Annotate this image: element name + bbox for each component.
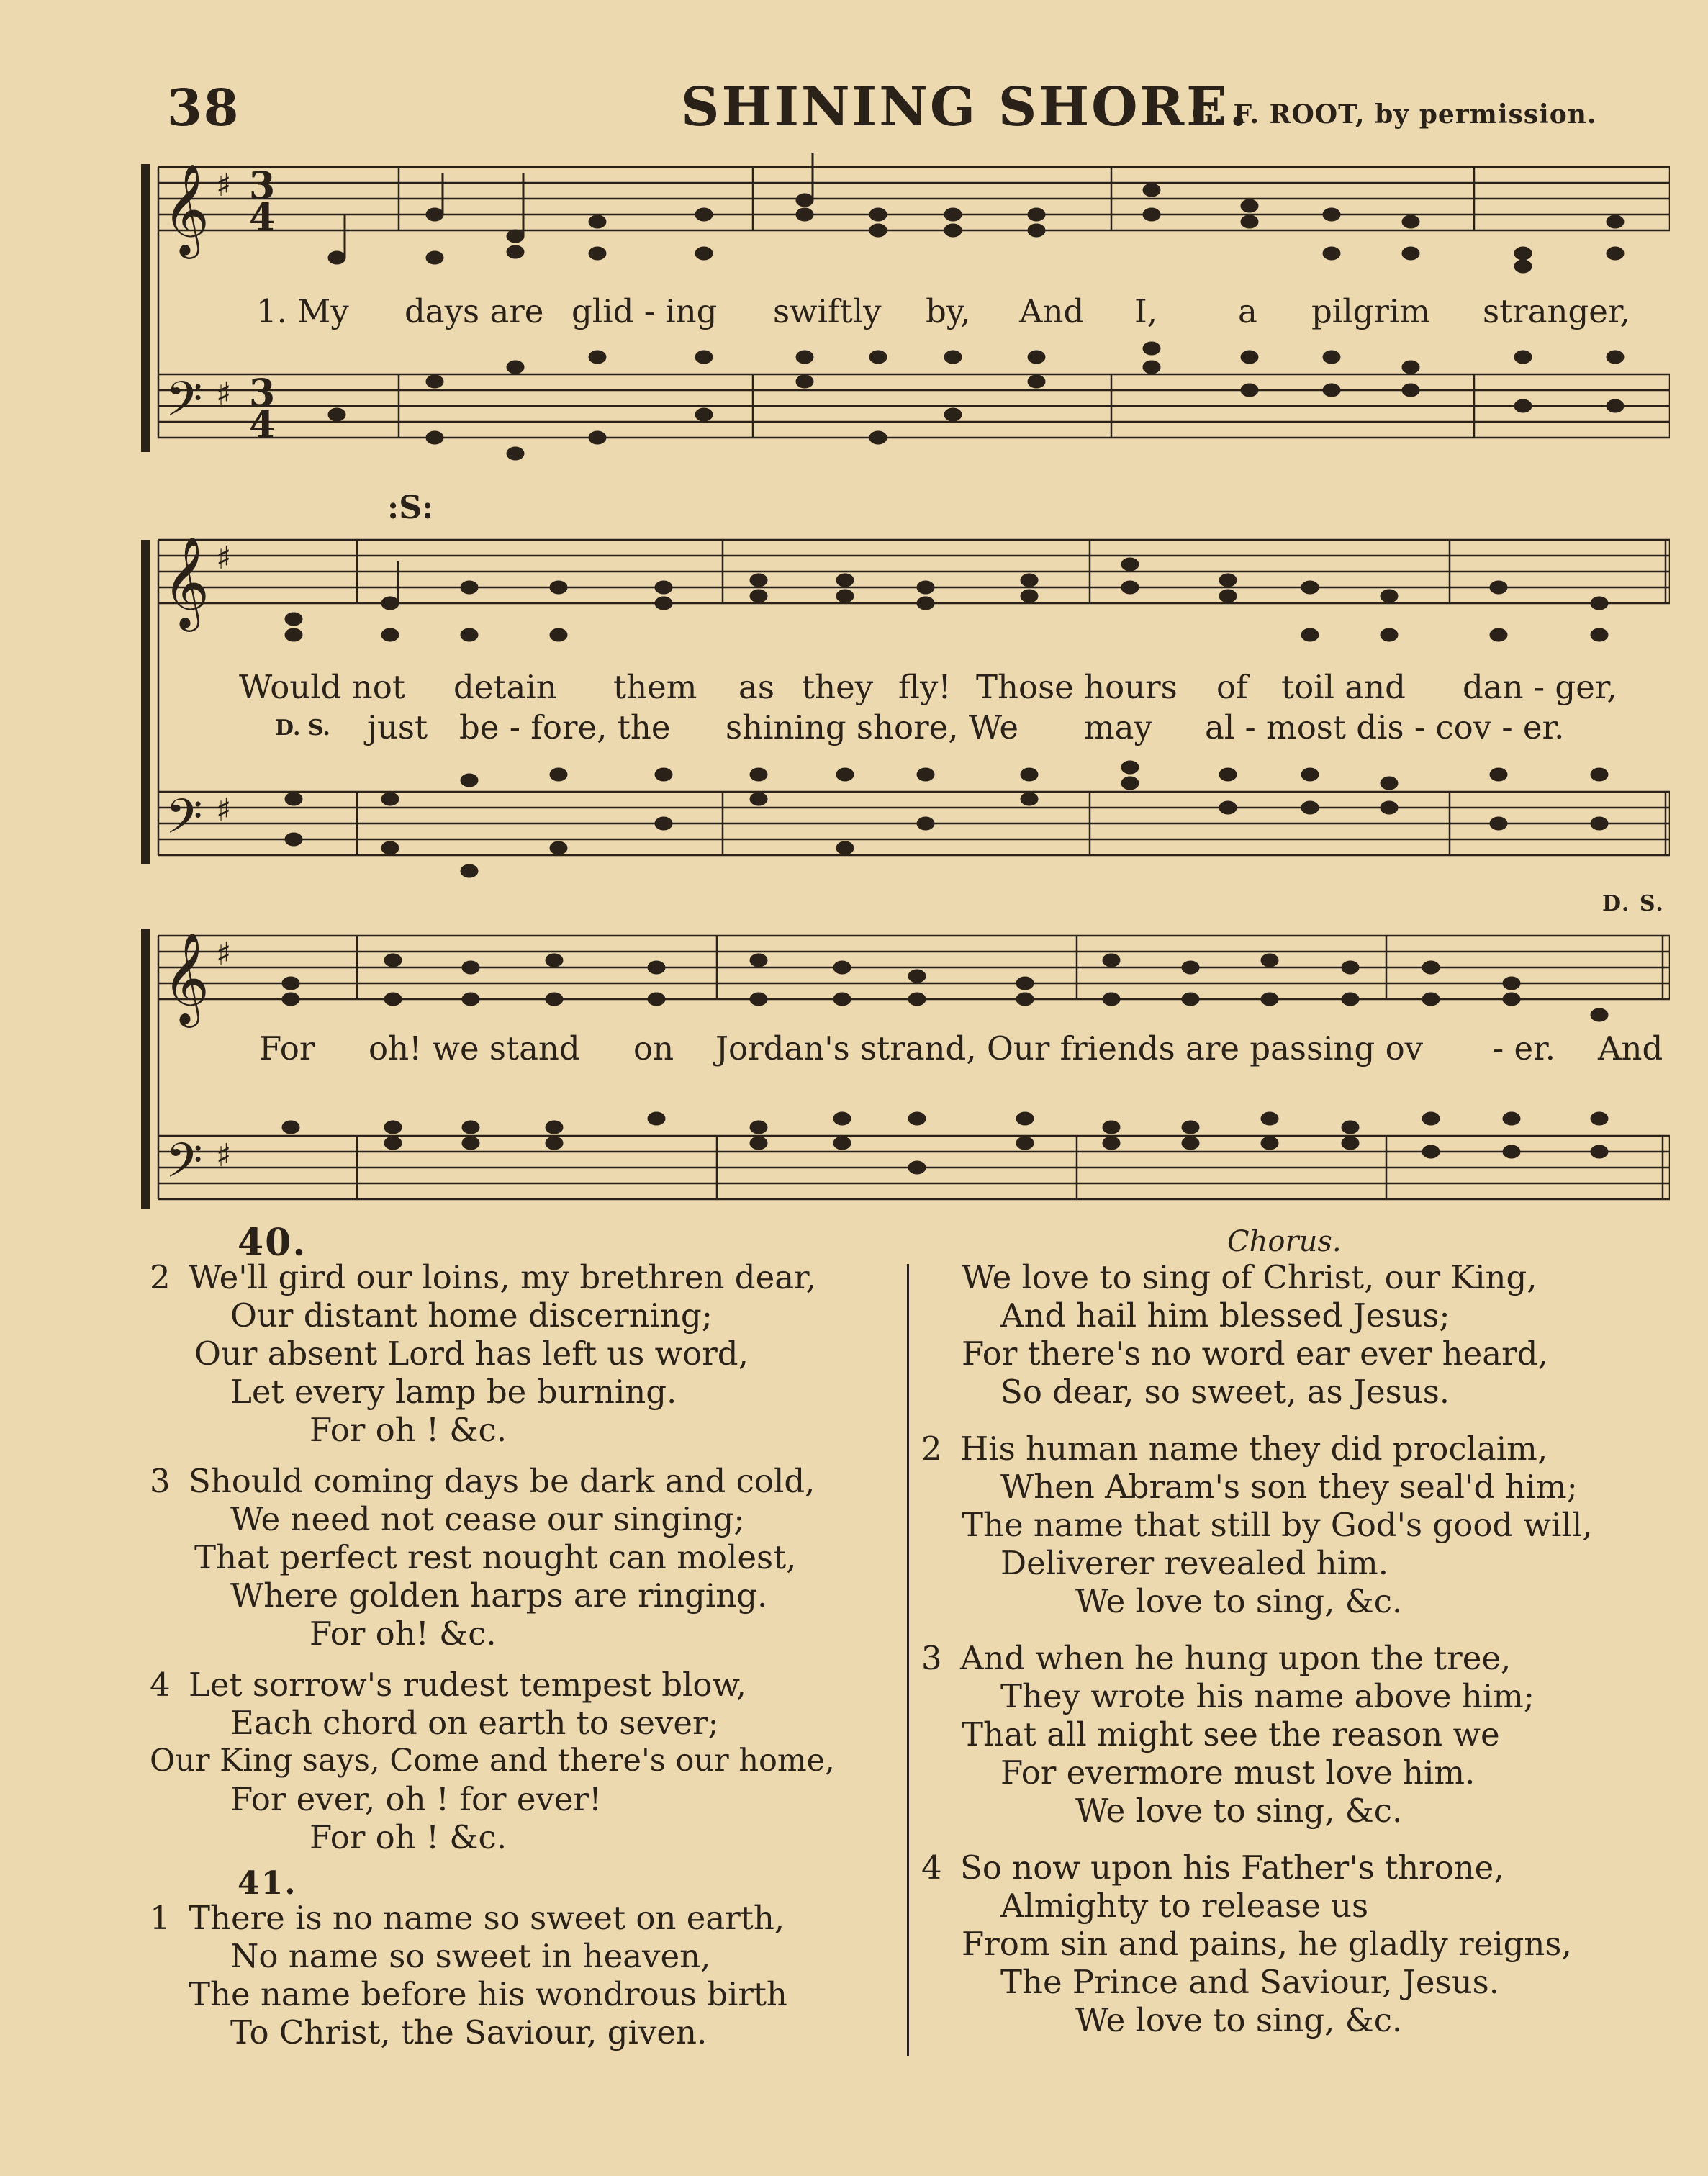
music-system-2: 𝄞 𝄢 ♯ ♯ Would not detain them as they fly! Those hours of toil and dan - ger, D. S. just be - fore, the shining shore, We may al - most dis - cov - er. <box>141 518 1670 893</box>
page-number: 38 <box>167 78 240 137</box>
svg-text:3: 3 <box>249 371 276 415</box>
music-system-1: 𝄞 𝄢 ♯ ♯ 3 4 3 4 1. My days are glid - ing swiftly by, And I, a pilgrim stranger, <box>141 144 1670 489</box>
hymn-40-text <box>150 1258 898 2064</box>
music-system-3: 𝄞 𝄢 ♯ ♯ For oh! we stand on Jordan's strand, Our friends are passing ov - er. And <box>141 914 1670 1231</box>
svg-text:♯: ♯ <box>216 936 232 972</box>
ds-marker: D. S. <box>1602 891 1665 916</box>
chorus-title: Chorus. <box>1227 1225 1342 1258</box>
staff-graphic <box>141 144 1670 489</box>
svg-text:3: 3 <box>249 164 276 208</box>
column-divider <box>907 1264 909 2056</box>
stanza-4: 4 Let sorrow's rudest tempest blow, Each chord on earth to sever; Our King says, Come and there's our home, For ever, oh ! for ever! For oh ! &c. <box>150 1666 835 1856</box>
hymn-number-40: 40. <box>238 1221 307 1265</box>
svg-text:♯: ♯ <box>216 792 232 829</box>
song-title: SHINING SHORE. <box>681 76 1250 138</box>
hymn-41-text <box>921 1225 1670 2052</box>
composer-credit: G. F. ROOT, by permission. <box>1192 99 1597 130</box>
hymn-41-stanza-3: 3 And when he hung upon the tree, They wrote his name above him; That all might see the reason we For evermore must love him. We love to sing, &c. <box>921 1639 1535 1830</box>
svg-text:𝄢: 𝄢 <box>166 789 203 856</box>
svg-text:𝄞: 𝄞 <box>163 163 210 255</box>
svg-text:4: 4 <box>249 403 276 447</box>
svg-text:♯: ♯ <box>216 167 232 204</box>
chorus: We love to sing of Christ, our King, And hail him blessed Jesus; For there's no word ear ever heard, So dear, so sweet, as Jesus. <box>962 1258 1548 1411</box>
segno-sign: :S: <box>387 489 434 526</box>
hymn-number-41: 41. <box>238 1865 297 1902</box>
svg-text:♯: ♯ <box>216 376 232 412</box>
svg-text:𝄞: 𝄞 <box>163 931 210 1024</box>
svg-text:4: 4 <box>249 196 276 240</box>
svg-text:𝄢: 𝄢 <box>166 1133 203 1200</box>
svg-text:𝄞: 𝄞 <box>163 536 210 628</box>
stanza-2: 2 We'll gird our loins, my brethren dear, Our distant home discerning; Our absent Lord has left us word, Let every lamp be burning. For oh ! &c. <box>150 1258 816 1449</box>
stanza-3: 3 Should coming days be dark and cold, We need not cease our singing; That perfect rest nought can molest, Where golden harps are ringing. For oh! &c. <box>150 1462 815 1653</box>
hymn-41-stanza-2: 2 His human name they did proclaim, When Abram's son they seal'd him; The name that still by God's good will, Deliverer revealed him. We love to sing, &c. <box>921 1430 1593 1620</box>
svg-text:♯: ♯ <box>216 540 232 577</box>
staff-graphic <box>141 914 1670 1231</box>
hymn-41-stanza-1: 1 There is no name so sweet on earth, No name so sweet in heaven, The name before his wondrous birth To Christ, the Saviour, given. <box>150 1899 787 2051</box>
svg-text:𝄢: 𝄢 <box>166 371 203 438</box>
hymn-41-stanza-4: 4 So now upon his Father's throne, Almighty to release us From sin and pains, he gladly reigns, The Prince and Saviour, Jesus. We love to sing, &c. <box>921 1848 1572 2039</box>
svg-text:♯: ♯ <box>216 1137 232 1174</box>
